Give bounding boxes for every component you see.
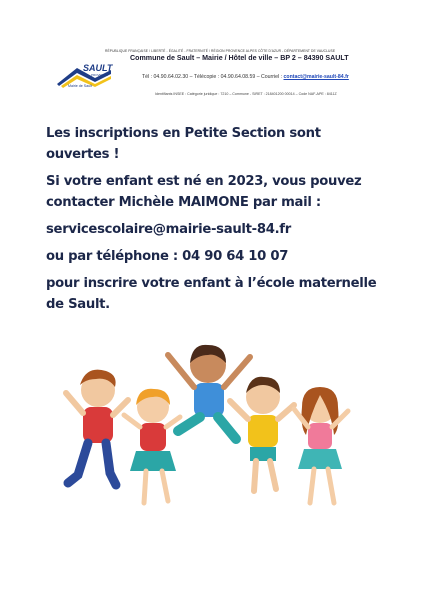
body-line-8: de Sault. xyxy=(46,297,110,312)
body-line-2: ouvertes ! xyxy=(46,147,120,162)
child-3-icon xyxy=(168,345,250,439)
jumping-children-illustration-icon xyxy=(58,335,368,525)
sault-logo-icon xyxy=(55,60,113,94)
header-contact-email[interactable]: contact@mairie-sault-84.fr xyxy=(283,74,349,80)
header-title: Commune de Sault – Mairie / Hôtel de ville – BP 2 – 84390 SAULT xyxy=(130,54,349,62)
header-contact xyxy=(142,74,349,80)
body-line-7: pour inscrire votre enfant à l’école maternelle xyxy=(46,276,377,291)
body-line-3: Si votre enfant est né en 2023, vous pouvez xyxy=(46,174,362,189)
body-line-4: contacter Michèle MAIMONE par mail : xyxy=(46,195,321,210)
body-line-email: servicescolaire@mairie-sault-84.fr xyxy=(46,222,291,237)
logo-caption: Mairie de Sault xyxy=(68,84,92,88)
body-line-1: Les inscriptions en Petite Section sont xyxy=(46,126,321,141)
child-4-icon xyxy=(230,377,294,491)
child-5-icon xyxy=(294,387,348,503)
header-identifiers: Identifiants INSEE : Catégorie juridique : 7210 – Commune - SIRET : 218401200 00014 – Code NAF-APE : 8411Z xyxy=(155,92,337,96)
logo-tagline: PROVENCE xyxy=(91,73,108,77)
child-2-icon xyxy=(124,389,180,503)
header-republic-line: RÉPUBLIQUE FRANÇAISE / LIBERTÉ - ÉGALITÉ - FRATERNITÉ / RÉGION PROVENCE ALPES CÔTE D'AZUR - DÉPARTEMENT DE VAUCLUSE xyxy=(105,49,336,53)
body-line-phone: ou par téléphone : 04 90 64 10 07 xyxy=(46,249,289,264)
header-contact-phones: Tél : 04.90.64.02.30 – Télécopie : 04.90.64.08.59 – Courriel : xyxy=(142,74,284,80)
logo-wordmark: SAULT xyxy=(83,63,113,73)
child-1-icon xyxy=(66,370,128,485)
